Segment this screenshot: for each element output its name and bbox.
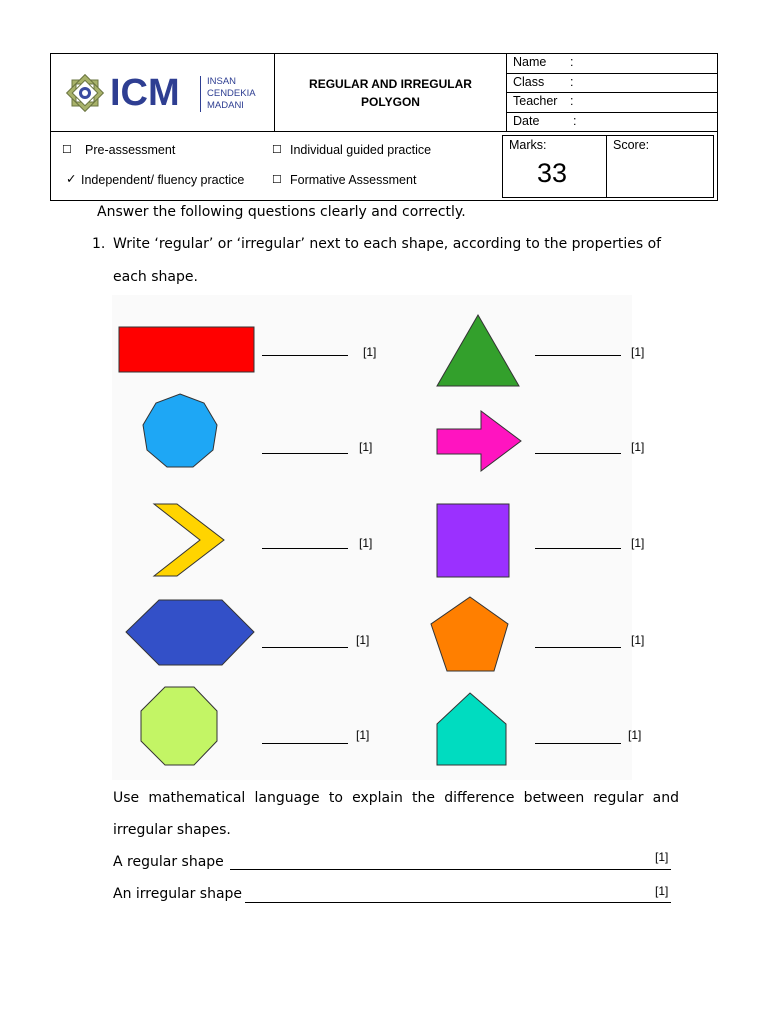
teal-house-pentagon-shape [437, 693, 506, 765]
regular-shape-label: A regular shape [113, 854, 224, 870]
answer-blank-blue-hexagon[interactable] [262, 647, 348, 648]
assessment-pre-label: Pre-assessment [85, 143, 176, 157]
green-triangle-shape [437, 315, 519, 386]
field-name-sep: : [570, 55, 574, 69]
mark-teal-house: [1] [628, 728, 642, 742]
explain-line2: irregular shapes. [113, 822, 231, 838]
blue-hexagon-shape [126, 600, 254, 665]
explain-line1: Use mathematical language to explain the difference between regular and [113, 790, 679, 806]
answer-blank-lime-octagon[interactable] [262, 743, 348, 744]
mark-yellow-chevron: [1] [359, 536, 373, 550]
logo-line2: CENDEKIA [207, 88, 256, 99]
mark-red-rectangle: [1] [363, 345, 377, 359]
logo-brand: ICM [110, 72, 180, 114]
title-line1: REGULAR AND IRREGULAR [309, 77, 472, 91]
regular-shape-mark: [1] [655, 850, 669, 864]
checkmark-icon[interactable]: ✓ [66, 172, 77, 186]
title-line2: POLYGON [361, 95, 420, 109]
mark-green-triangle: [1] [631, 345, 645, 359]
field-teacher-label: Teacher [513, 94, 558, 108]
yellow-chevron-shape [154, 504, 224, 576]
question-text-line2: each shape. [113, 269, 198, 285]
answer-blank-pink-arrow[interactable] [535, 453, 621, 454]
purple-square-shape [437, 504, 509, 577]
checkbox-icon[interactable]: ☐ [272, 174, 282, 186]
logo-line3: MADANI [207, 100, 244, 111]
logo-line1: INSAN [207, 76, 237, 87]
orange-pentagon-shape [431, 597, 508, 671]
mark-pink-arrow: [1] [631, 440, 645, 454]
answer-blank-red-rectangle[interactable] [262, 355, 348, 356]
mark-orange-pentagon: [1] [631, 633, 645, 647]
lime-octagon-shape [141, 687, 217, 765]
marks-value: 33 [537, 158, 568, 188]
mark-purple-square: [1] [631, 536, 645, 550]
irregular-shape-answer-line[interactable] [245, 902, 671, 903]
mark-blue-nonagon: [1] [359, 440, 373, 454]
assessment-guided-label: Individual guided practice [290, 143, 432, 157]
field-class-label: Class [513, 75, 545, 89]
mark-blue-hexagon: [1] [356, 633, 370, 647]
answer-blank-yellow-chevron[interactable] [262, 548, 348, 549]
answer-blank-purple-square[interactable] [535, 548, 621, 549]
field-date-sep: : [573, 114, 577, 128]
assessment-formative-label: Formative Assessment [290, 173, 417, 187]
answer-blank-teal-house[interactable] [535, 743, 621, 744]
checkbox-icon[interactable]: ☐ [62, 144, 72, 156]
score-label: Score: [613, 138, 650, 152]
answer-blank-orange-pentagon[interactable] [535, 647, 621, 648]
checkbox-icon[interactable]: ☐ [272, 144, 282, 156]
irregular-shape-mark: [1] [655, 884, 669, 898]
question-text-line1: Write ‘regular’ or ‘irregular’ next to each shape, according to the properties of [113, 236, 662, 252]
regular-shape-answer-line[interactable] [230, 869, 671, 870]
assessment-independent-label: Independent/ fluency practice [81, 173, 245, 187]
pink-arrow-shape [437, 411, 521, 471]
answer-blank-blue-nonagon[interactable] [262, 453, 348, 454]
irregular-shape-label: An irregular shape [113, 886, 243, 902]
red-rectangle-shape [119, 327, 254, 372]
blue-nonagon-shape [143, 394, 217, 467]
answer-blank-green-triangle[interactable] [535, 355, 621, 356]
field-date-label: Date [513, 114, 540, 128]
mark-lime-octagon: [1] [356, 728, 370, 742]
field-teacher-sep: : [570, 94, 574, 108]
instructions: Answer the following questions clearly and correctly. [97, 204, 466, 220]
marks-label: Marks: [509, 138, 547, 152]
field-class-sep: : [570, 75, 574, 89]
question-number: 1. [92, 236, 106, 252]
field-name-label: Name [513, 55, 547, 69]
